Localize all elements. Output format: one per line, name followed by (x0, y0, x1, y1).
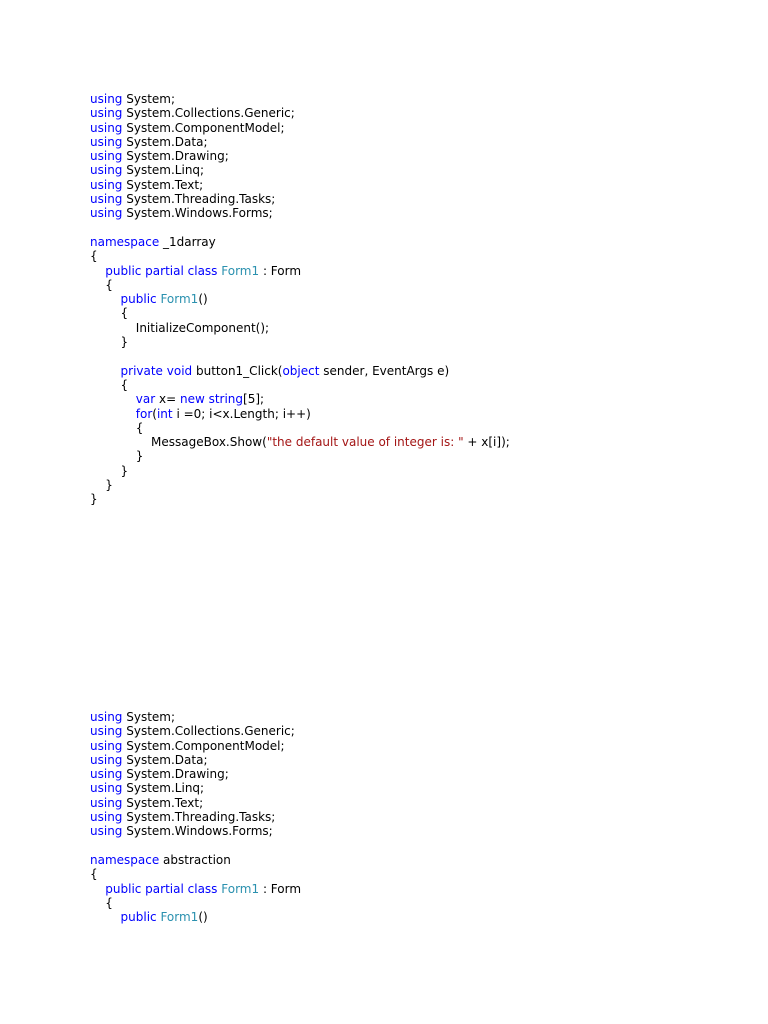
keyword-token: using (90, 92, 123, 106)
code-line (90, 121, 510, 135)
code-token: System; (122, 710, 176, 724)
code-token: InitializeComponent(); (90, 320, 270, 335)
code-line (90, 235, 510, 249)
code-token: System.Text; (122, 795, 204, 810)
code-line (90, 106, 510, 120)
code-line (90, 364, 510, 378)
code-line (90, 149, 510, 163)
code-token: System.Linq; (122, 781, 205, 796)
code-line (90, 135, 510, 149)
code-token: System.ComponentModel; (122, 738, 285, 753)
code-token: { (90, 867, 98, 882)
keyword-token: using (90, 177, 123, 192)
keyword-token: new string (179, 392, 244, 407)
code-token (90, 392, 136, 406)
code-token (90, 264, 105, 278)
keyword-token: using (90, 206, 123, 221)
code-line (90, 739, 301, 753)
keyword-token: public (120, 910, 157, 925)
code-token: } (90, 449, 144, 464)
code-line (90, 192, 510, 206)
keyword-token: public partial class (105, 263, 218, 278)
code-token: ( (152, 406, 157, 421)
code-token: System.Collections.Generic; (122, 724, 295, 739)
code-token: System; (122, 92, 176, 106)
code-line (90, 853, 301, 867)
code-line (90, 724, 301, 738)
code-token: System.Collections.Generic; (122, 106, 295, 121)
keyword-token: namespace (90, 852, 160, 867)
type-token: Form1 (221, 881, 260, 896)
code-token (90, 882, 105, 896)
code-token: MessageBox.Show( (90, 435, 267, 450)
code-token: _1darray (159, 234, 216, 249)
code-token: [5]; (243, 392, 265, 407)
keyword-token: using (90, 810, 123, 825)
keyword-token: using (90, 710, 123, 724)
code-token: } (90, 335, 129, 350)
code-line (90, 478, 510, 492)
keyword-token: object (282, 363, 320, 378)
code-line (90, 349, 510, 363)
keyword-token: using (90, 724, 123, 739)
code-line (90, 767, 301, 781)
code-token: : Form (259, 263, 302, 278)
code-token: { (90, 306, 129, 321)
code-token: abstraction (159, 852, 231, 867)
code-token: button1_Click( (192, 363, 283, 378)
code-token: System.Windows.Forms; (122, 824, 273, 839)
keyword-token: using (90, 149, 123, 164)
code-block-1 (90, 92, 510, 507)
code-token: System.Text; (122, 177, 204, 192)
code-line (90, 292, 510, 306)
code-line (90, 753, 301, 767)
code-token: System.Windows.Forms; (122, 206, 273, 221)
code-line (90, 896, 301, 910)
code-line (90, 710, 301, 724)
keyword-token: using (90, 824, 123, 839)
code-block-2 (90, 710, 301, 924)
code-line (90, 178, 510, 192)
code-line (90, 910, 301, 924)
code-token: { (90, 377, 129, 392)
code-token: { (90, 277, 113, 292)
keyword-token: var (135, 392, 156, 407)
code-token: () (198, 292, 208, 307)
code-line (90, 882, 301, 896)
code-line (90, 492, 510, 506)
keyword-token: private void (120, 363, 193, 378)
keyword-token: using (90, 795, 123, 810)
code-line (90, 378, 510, 392)
code-token: System.Linq; (122, 163, 205, 178)
code-line (90, 321, 510, 335)
code-token: System.Data; (122, 752, 208, 767)
code-token: () (198, 910, 208, 925)
code-line (90, 392, 510, 406)
keyword-token: using (90, 752, 123, 767)
code-token: sender, EventArgs e) (319, 363, 450, 378)
keyword-token: int (156, 406, 173, 421)
code-line (90, 449, 510, 463)
code-line (90, 249, 510, 263)
keyword-token: using (90, 163, 123, 178)
code-line (90, 278, 510, 292)
type-token: Form1 (221, 263, 260, 278)
code-token: { (90, 420, 144, 435)
code-token: } (90, 478, 113, 493)
keyword-token: for (135, 406, 153, 421)
keyword-token: namespace (90, 234, 160, 249)
keyword-token: public partial class (105, 881, 218, 896)
code-line (90, 464, 510, 478)
code-token: + x[i]); (463, 435, 510, 450)
keyword-token: using (90, 767, 123, 782)
string-literal-token: "the default value of integer is: " (266, 435, 464, 450)
code-token (90, 364, 121, 378)
code-line (90, 306, 510, 320)
code-line (90, 867, 301, 881)
keyword-token: using (90, 106, 123, 121)
code-line (90, 264, 510, 278)
code-line (90, 221, 510, 235)
code-line (90, 163, 510, 177)
code-line (90, 92, 510, 106)
code-line (90, 335, 510, 349)
code-line (90, 407, 510, 421)
keyword-token: using (90, 134, 123, 149)
code-token: System.Drawing; (122, 149, 229, 164)
code-token: System.Data; (122, 134, 208, 149)
code-token (90, 407, 136, 421)
code-line (90, 839, 301, 853)
keyword-token: using (90, 738, 123, 753)
code-token (90, 292, 121, 306)
code-token: { (90, 895, 113, 910)
code-line (90, 824, 301, 838)
code-token: System.ComponentModel; (122, 120, 285, 135)
code-token: : Form (259, 881, 302, 896)
type-token: Form1 (160, 910, 199, 925)
keyword-token: using (90, 781, 123, 796)
code-token: System.Threading.Tasks; (122, 810, 276, 825)
code-token: } (90, 463, 129, 478)
keyword-token: using (90, 192, 123, 207)
code-token: x= (155, 392, 180, 407)
code-line (90, 421, 510, 435)
code-line (90, 206, 510, 220)
code-token: } (90, 492, 98, 507)
code-line (90, 781, 301, 795)
code-token (90, 910, 121, 924)
code-token: i =0; i<x.Length; i++) (172, 406, 311, 421)
type-token: Form1 (160, 292, 199, 307)
keyword-token: public (120, 292, 157, 307)
keyword-token: using (90, 120, 123, 135)
code-token: { (90, 249, 98, 264)
code-line (90, 435, 510, 449)
code-line (90, 810, 301, 824)
code-token: System.Threading.Tasks; (122, 192, 276, 207)
code-token: System.Drawing; (122, 767, 229, 782)
code-line (90, 796, 301, 810)
